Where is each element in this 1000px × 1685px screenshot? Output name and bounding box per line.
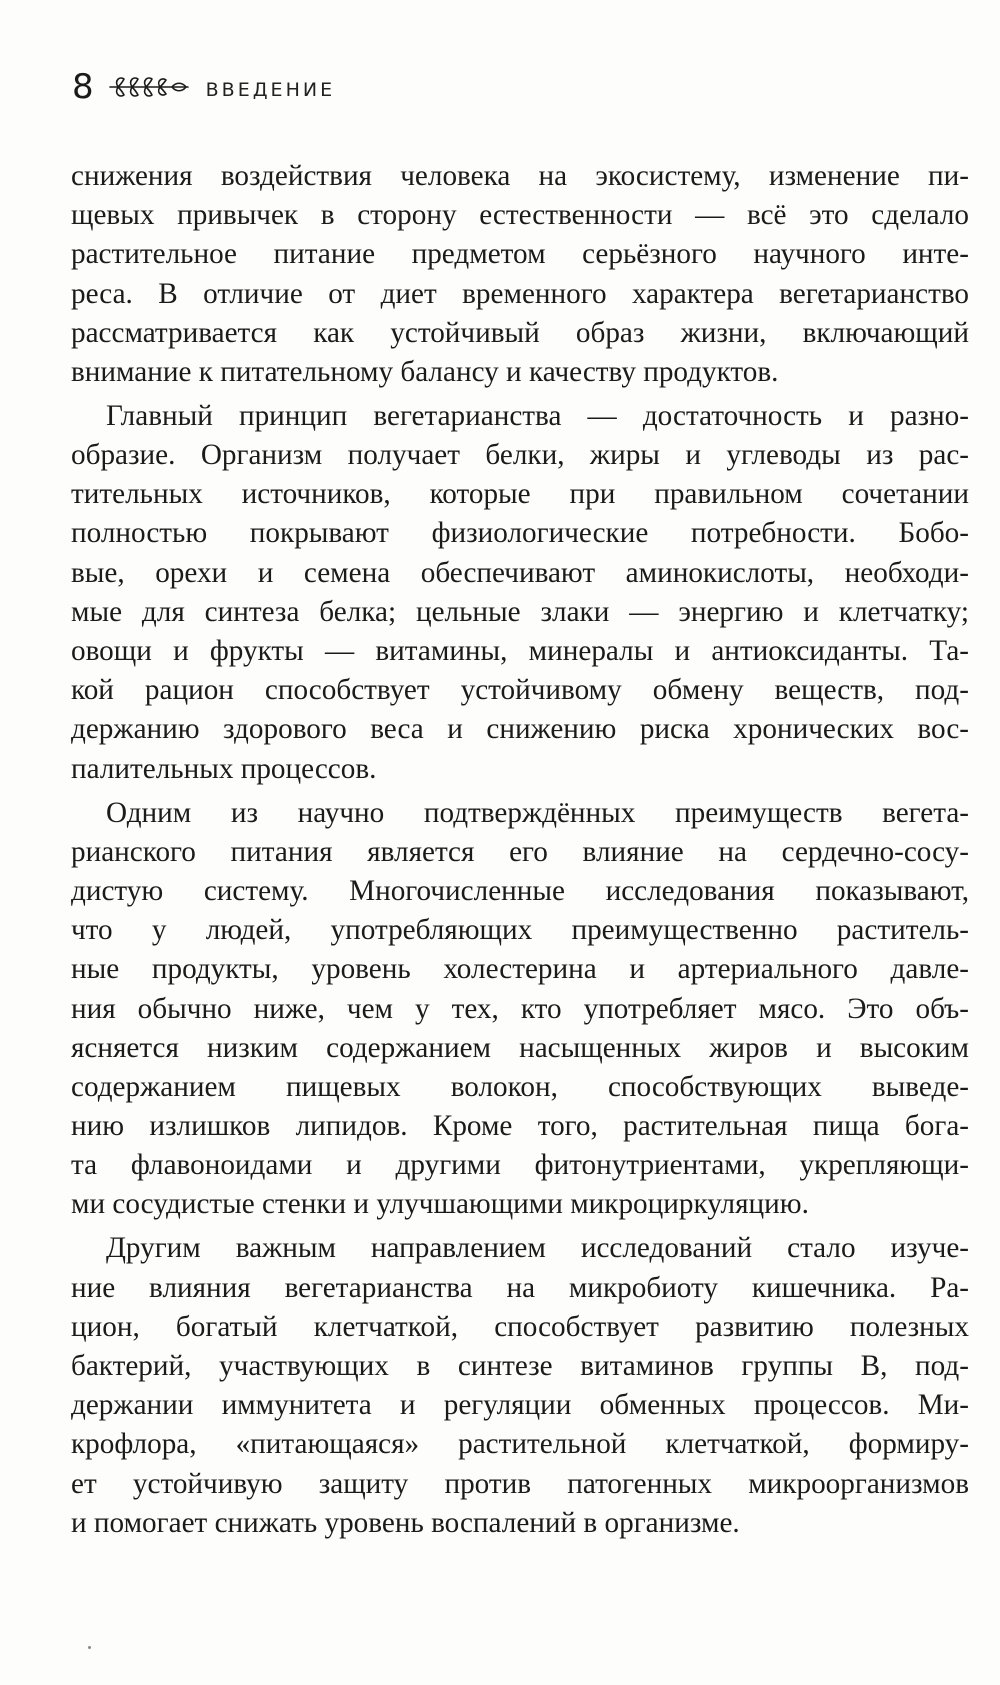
text-line: реса. В отличие от диет временного характера вегетарианство	[71, 277, 969, 310]
text-line: ния обычно ниже, чем у тех, кто употребляет мясо. Это объ-	[71, 992, 969, 1025]
text-line: крофлора, «питающаяся» растительной клетчаткой, формиру-	[71, 1428, 969, 1461]
body-text	[71, 157, 969, 1548]
text-line: растительное питание предметом серьёзного научного инте-	[71, 238, 969, 271]
section-title: ВВЕДЕНИЕ	[205, 79, 336, 101]
text-line: держании иммунитета и регуляции обменных процессов. Ми-	[71, 1389, 969, 1422]
text-line: держанию здорового веса и снижению риска хронических вос-	[71, 713, 969, 746]
text-line: палительных процессов.	[71, 752, 377, 785]
text-line: тительных источников, которые при правильном сочетании	[71, 478, 969, 511]
text-line: и помогает снижать уровень воспалений в организме.	[71, 1506, 740, 1539]
paragraph-4	[71, 1229, 969, 1543]
text-line: щевых привычек в сторону естественности — всё это сделало	[71, 199, 969, 232]
text-line: что у людей, употребляющих преимущественно раститель-	[71, 914, 969, 947]
text-line: Одним из научно подтверждённых преимуществ вегета-	[106, 796, 969, 829]
text-line: рианского питания является его влияние на сердечно-сосу-	[71, 835, 969, 868]
text-line: содержанием пищевых волокон, способствующих выведе-	[71, 1070, 969, 1103]
print-speck	[88, 1646, 91, 1649]
text-line: ние влияния вегетарианства на микробиоту кишечника. Ра-	[71, 1271, 969, 1304]
text-line: бактерий, участвующих в синтезе витаминов группы В, под-	[71, 1350, 969, 1383]
leaf-branch-ornament-icon	[108, 70, 190, 104]
text-line: ет устойчивую защиту против патогенных микроорганизмов	[71, 1467, 969, 1500]
text-line: ми сосудистые стенки и улучшающими микроциркуляцию.	[71, 1188, 809, 1221]
page-number: 8	[72, 67, 94, 107]
text-line: нию излишков липидов. Кроме того, растительная пища бога-	[71, 1110, 969, 1143]
text-line: овощи и фрукты — витамины, минералы и антиоксиданты. Та-	[71, 635, 969, 668]
text-line: вые, орехи и семена обеспечивают аминокислоты, необходи-	[71, 556, 969, 589]
running-head	[72, 62, 335, 112]
paragraph-1	[71, 157, 969, 392]
text-line: та флавоноидами и другими фитонутриентами, укрепляющи-	[71, 1149, 969, 1182]
text-line: ные продукты, уровень холестерина и артериального давле-	[71, 953, 969, 986]
text-line: рассматривается как устойчивый образ жизни, включающий	[71, 316, 969, 349]
text-line: цион, богатый клетчаткой, способствует развитию полезных	[71, 1310, 969, 1343]
paragraph-3	[71, 794, 969, 1225]
paragraph-2	[71, 397, 969, 789]
text-line: внимание к питательному балансу и качеству продуктов.	[71, 355, 779, 388]
text-line: образие. Организм получает белки, жиры и углеводы из рас-	[71, 439, 969, 472]
text-line: Другим важным направлением исследований стало изуче-	[106, 1232, 969, 1265]
text-line: снижения воздействия человека на экосистему, изменение пи-	[71, 160, 969, 192]
text-line: ясняется низким содержанием насыщенных жиров и высоким	[71, 1031, 969, 1064]
text-line: мые для синтеза белка; цельные злаки — энергию и клетчатку;	[71, 595, 969, 628]
text-line: Главный принцип вегетарианства — достаточность и разно-	[106, 399, 969, 432]
text-line: дистую систему. Многочисленные исследования показывают,	[71, 874, 969, 907]
text-line: кой рацион способствует устойчивому обмену веществ, под-	[71, 674, 969, 707]
text-line: полностью покрывают физиологические потребности. Бобо-	[71, 517, 969, 550]
